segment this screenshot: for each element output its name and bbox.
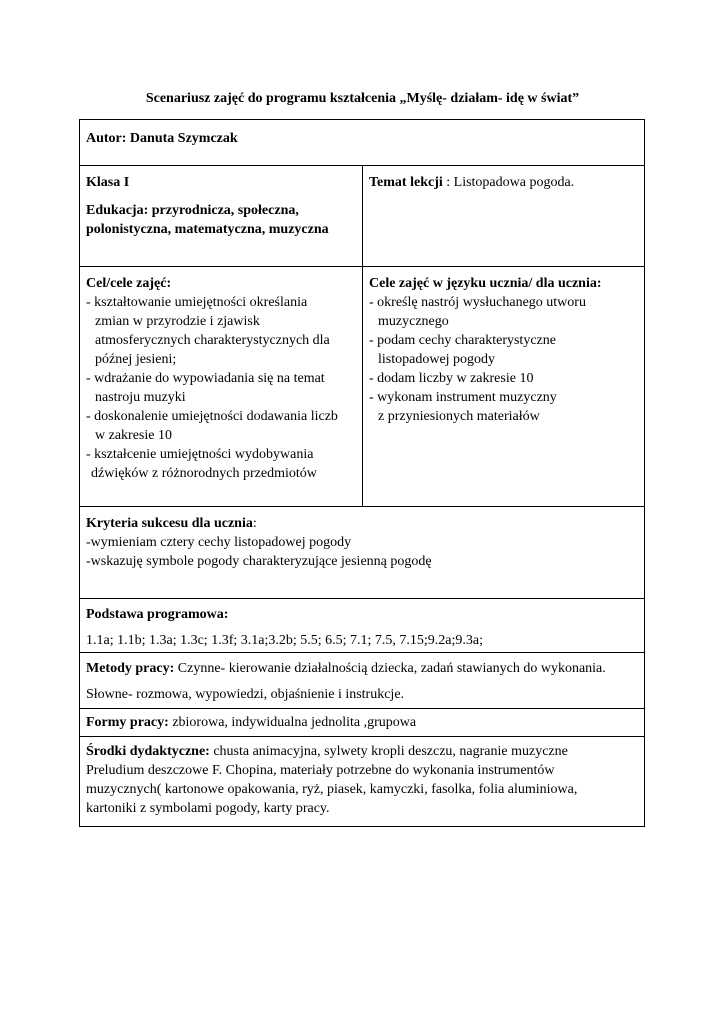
goal-line: - kształtowanie umiejętności określania <box>86 295 308 310</box>
page-title: Scenariusz zajęć do programu kształcenia „Myślę- działam- idę w świat” <box>145 91 580 106</box>
criteria-heading: Kryteria sukcesu dla ucznia <box>86 516 253 531</box>
class-cell <box>80 166 363 267</box>
methods-cell <box>80 653 645 709</box>
student-goal-line: - dodam liczby w zakresie 10 <box>369 371 534 386</box>
methods-label: Metody pracy: <box>86 661 175 676</box>
goal-line: - kształcenie umiejętności wydobywania <box>86 447 314 462</box>
topic-value: : Listopadowa pogoda. <box>442 175 575 190</box>
goal-line: - wdrażanie do wypowiadania się na temat <box>86 371 325 386</box>
student-goal-line: muzycznego <box>378 314 449 329</box>
methods-value: Czynne- kierowanie działalnością dziecka, zadań stawianych do wykonania. <box>174 661 606 676</box>
class-topic-row <box>80 166 645 267</box>
resources-cell <box>80 737 645 827</box>
student-goal-line: - podam cechy charakterystyczne <box>369 333 556 348</box>
education-line-1: Edukacja: przyrodnicza, społeczna, <box>86 203 299 218</box>
forms-label: Formy pracy: <box>86 715 169 730</box>
student-goals-heading: Cele zajęć w języku ucznia/ dla ucznia: <box>369 276 602 291</box>
goal-line: dźwięków z różnorodnych przedmiotów <box>91 466 317 481</box>
goals-heading: Cel/cele zajęć: <box>86 276 172 291</box>
curriculum-value: 1.1a; 1.1b; 1.3a; 1.3c; 1.3f; 3.1a;3.2b; 5.5; 6.5; 7.1; 7.5, 7.15;9.2a;9.3a; <box>86 633 484 648</box>
methods-row <box>80 653 645 709</box>
education-line-2: polonistyczna, matematyczna, muzyczna <box>86 222 329 237</box>
criteria-line: -wskazuję symbole pogody charakteryzujące jesienną pogodę <box>86 554 432 569</box>
criteria-colon: : <box>252 516 257 531</box>
student-goal-line: z przyniesionych materiałów <box>378 409 540 424</box>
author-row <box>80 120 645 166</box>
resources-line: muzycznych( kartonowe opakowania, ryż, piasek, kamyczki, fasolka, folia aluminiowa, <box>86 782 578 797</box>
curriculum-cell <box>80 599 645 653</box>
curriculum-heading: Podstawa programowa: <box>86 607 229 622</box>
author-label: Autor: Danuta Szymczak <box>86 131 238 146</box>
forms-cell <box>80 709 645 737</box>
author-cell <box>80 120 645 166</box>
goal-line: późnej jesieni; <box>95 352 177 367</box>
resources-line: Preludium deszczowe F. Chopina, materiały potrzebne do wykonania instrumentów <box>86 763 555 778</box>
criteria-cell <box>80 507 645 599</box>
lesson-table <box>79 119 645 827</box>
goal-line: atmosferycznych charakterystycznych dla <box>95 333 330 348</box>
student-goals-cell <box>363 267 645 507</box>
resources-label: Środki dydaktyczne: <box>86 744 210 759</box>
student-goal-line: - określę nastrój wysłuchanego utworu <box>369 295 586 310</box>
topic-label: Temat lekcji <box>369 175 443 190</box>
forms-row <box>80 709 645 737</box>
goal-line: nastroju muzyki <box>95 390 186 405</box>
forms-value: zbiorowa, indywidualna jednolita ,grupowa <box>168 715 417 730</box>
methods-line-2: Słowne- rozmowa, wypowiedzi, objaśnienie i instrukcje. <box>86 687 405 702</box>
class-label: Klasa I <box>86 175 130 190</box>
curriculum-row <box>80 599 645 653</box>
resources-line: kartoniki z symbolami pogody, karty pracy. <box>86 801 330 816</box>
goal-line: - doskonalenie umiejętności dodawania liczb <box>86 409 338 424</box>
student-goal-line: - wykonam instrument muzyczny <box>369 390 557 405</box>
resources-row <box>80 737 645 827</box>
resources-value: chusta animacyjna, sylwety kropli deszczu, nagranie muzyczne <box>209 744 568 759</box>
topic-cell <box>363 166 645 267</box>
goal-line: w zakresie 10 <box>95 428 172 443</box>
criteria-row <box>80 507 645 599</box>
student-goal-line: listopadowej pogody <box>378 352 496 367</box>
criteria-line: -wymieniam cztery cechy listopadowej pogody <box>86 535 352 550</box>
goal-line: zmian w przyrodzie i zjawisk <box>95 314 260 329</box>
goals-cell <box>80 267 363 507</box>
goals-row <box>80 267 645 507</box>
